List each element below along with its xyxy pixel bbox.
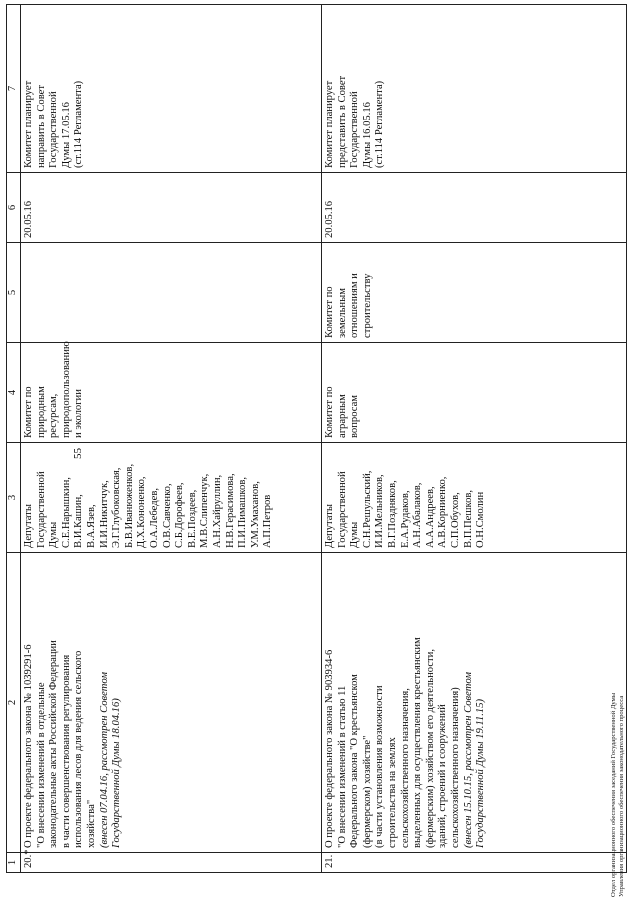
author-line: О.В.Савченко, [161, 483, 173, 548]
co-committee-line: строительству [361, 273, 373, 338]
author-line: А.Н.Хайруллин, [211, 474, 223, 548]
author-line: Думы [349, 521, 361, 548]
title-line: строительства на землях [386, 737, 398, 848]
author-line: У.М.Умаханов, [249, 481, 261, 548]
title-line: О проекте федерального закона № 903934-6 [324, 649, 335, 848]
page-number: 55 [72, 448, 84, 459]
title-line: "О внесении изменений в статью 11 [336, 685, 348, 848]
title-line: Федерального закона "О крестьянском [349, 674, 361, 848]
author-line: И.И.Мельников, [374, 474, 386, 548]
author-line: Государственной [35, 471, 47, 548]
author-line: С.Н.Решульский, [361, 470, 373, 548]
authors-cell [21, 443, 322, 553]
author-line: В.П.Пешков, [462, 489, 474, 548]
title-line: (фермерском) хозяйстве" [361, 735, 373, 848]
author-line: Депутаты [324, 504, 335, 548]
row-number: 20.* [21, 853, 322, 873]
author-line: Государственной [336, 471, 348, 548]
col-header: 2 [7, 553, 21, 853]
author-line: В.Е.Поздеев, [186, 489, 198, 548]
author-line: Д.Х.Кононенко, [136, 476, 148, 548]
author-line: И.И.Никитчук, [98, 480, 110, 548]
author-line: Думы [48, 521, 60, 548]
author-line: А.Н.Абалаков, [412, 482, 424, 548]
title-line: хозяйства" [85, 799, 97, 848]
header-row [7, 5, 21, 873]
bills-table [6, 4, 627, 873]
footer-line: Отдел организационного обеспечения заседаний Государственной Думы [610, 692, 617, 897]
co-committee-line: отношениям и [349, 273, 361, 338]
author-line: В.А.Язев, [85, 504, 97, 548]
bill-title-cell [21, 553, 322, 853]
title-line: в части совершенствования регулирования [60, 654, 72, 848]
author-line: Б.В.Иванюженков, [123, 463, 135, 548]
committee-line: природопользованию [60, 341, 72, 438]
authors-cell [322, 443, 627, 553]
committee-line: и экологии [73, 389, 85, 438]
note-line: Государственной Думы 19.11.15) [475, 698, 487, 848]
col-header: 1 [7, 853, 21, 873]
action-line: Государственной [349, 91, 361, 168]
title-line: сельскохозяйственного назначения) [449, 687, 461, 848]
bill-title-cell [322, 553, 627, 853]
author-line: О.А.Лебедев, [148, 488, 160, 548]
action-cell [322, 5, 627, 173]
committee-line: Комитет по [23, 386, 34, 438]
committee-line: природным ресурсам, [35, 386, 60, 438]
action-line: (ст.114 Регламента) [73, 80, 85, 168]
action-line: представить в Совет [336, 75, 348, 168]
row-number: 21. [322, 853, 627, 873]
action-line: (ст.114 Регламента) [374, 80, 386, 168]
author-line: М.В.Слипенчук, [199, 473, 211, 548]
title-line: зданий, строений и сооружений [437, 704, 449, 848]
action-line: Думы 16.05.16 [361, 102, 373, 168]
action-line: направить в Совет [35, 85, 47, 168]
col-header: 4 [7, 343, 21, 443]
committee-cell [322, 343, 627, 443]
author-line: Э.Г.Глубоковская, [111, 467, 123, 548]
col-header: 3 [7, 443, 21, 553]
co-committee-line: Комитет по [324, 286, 335, 338]
author-line: А.В.Корниенко, [437, 476, 449, 548]
author-line: С.Е.Нарышкин, [60, 477, 72, 548]
author-line: А.А.Андреев, [424, 486, 436, 548]
author-line: С.П.Обухов, [449, 492, 461, 548]
author-line: А.П.Петров [262, 494, 274, 548]
col-header: 6 [7, 173, 21, 243]
table-row [21, 5, 322, 873]
committee-line: Комитет по аграрным [324, 386, 348, 438]
col-header: 7 [7, 5, 21, 173]
committee-cell [21, 343, 322, 443]
note-line: (внесен 07.04.16, рассмотрен Советом [98, 672, 110, 848]
author-line: В.И.Кашин, [73, 494, 85, 548]
author-line: Н.В.Герасимова, [224, 473, 236, 548]
footer-note [610, 693, 626, 897]
title-line: "О внесении изменений в отдельные [35, 682, 47, 848]
action-cell [21, 5, 322, 173]
action-line: Комитет планирует [324, 80, 335, 168]
title-line: законодательные акты Российской Федерации [48, 640, 60, 848]
footer-line: Управления организационного обеспечения законодательного процесса [618, 695, 625, 897]
title-line: (фермерским) хозяйством его деятельности, [424, 649, 436, 848]
note-line: (внесен 15.10.15, рассмотрен Советом [462, 672, 474, 848]
note-line: Государственной Думы 18.04.16) [111, 698, 123, 848]
author-line: В.Г.Поздняков, [386, 480, 398, 548]
co-committee-cell [322, 243, 627, 343]
action-line: Государственной [48, 91, 60, 168]
author-line: О.Н.Смолин [475, 491, 487, 548]
action-line: Думы 17.05.16 [60, 102, 72, 168]
action-line: Комитет планирует [23, 80, 34, 168]
title-line: О проекте федерального закона № 1039291-6 [23, 644, 34, 848]
title-line: (в части установления возможности [374, 685, 386, 848]
date-cell: 20.05.16 [21, 173, 322, 243]
col-header: 5 [7, 243, 21, 343]
title-line: использования лесов для ведения сельского [73, 650, 85, 848]
author-line: Депутаты [23, 504, 34, 548]
title-line: выделенных для осуществления крестьянским [412, 637, 424, 848]
author-line: Е.А.Рудаков, [399, 490, 411, 548]
table-row [322, 5, 627, 873]
author-line: С.Б.Дорофеев, [174, 482, 186, 548]
committee-line: вопросам [349, 395, 361, 438]
co-committee-cell [21, 243, 322, 343]
date-cell: 20.05.16 [322, 173, 627, 243]
title-line: сельскохозяйственного назначения, [399, 688, 411, 848]
author-line: П.И.Пимашков, [237, 477, 249, 548]
co-committee-line: земельным [336, 288, 348, 338]
